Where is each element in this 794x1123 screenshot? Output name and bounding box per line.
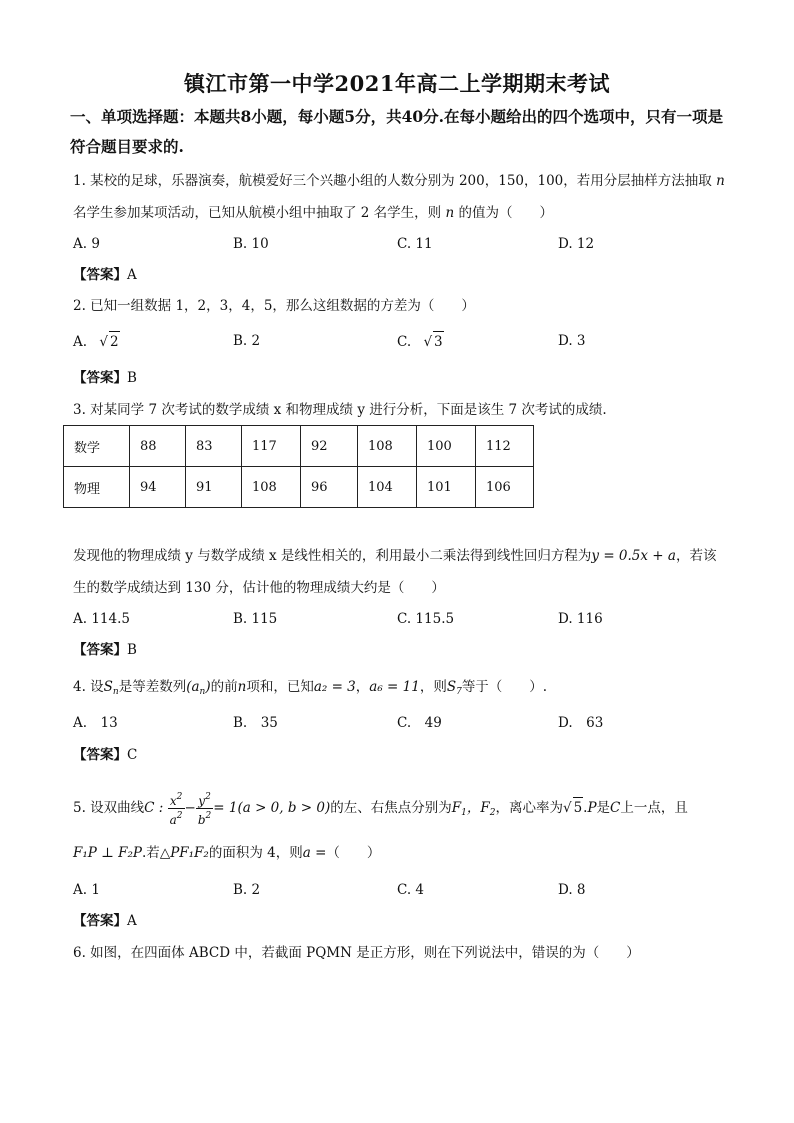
table-cell: 108	[242, 467, 301, 508]
page-title: 镇江市第一中学2021年高二上学期期末考试	[184, 71, 610, 96]
table-row	[64, 467, 534, 508]
q5-option-b: B. 2	[233, 882, 261, 898]
q5-option-a: A. 1	[73, 882, 100, 898]
q1-stem-line2: 名学生参加某项活动，已知从航模小组中抽取了 2 名学生，则 n 的值为（ ）	[73, 205, 553, 221]
q4-option-c: C. 49	[397, 715, 442, 731]
q5-option-c: C. 4	[397, 882, 425, 898]
q3-para-line1: 发现他的物理成绩 y 与数学成绩 x 是线性相关的，利用最小二乘法得到线性回归方程为y = 0.5x + a，若该	[73, 548, 717, 564]
q3-option-c: C. 115.5	[397, 611, 455, 627]
q5-option-d: D. 8	[558, 882, 586, 898]
table-cell: 96	[301, 467, 358, 508]
q5-answer: 【答案】A	[73, 913, 137, 929]
table-cell: 88	[130, 426, 186, 467]
table-cell: 83	[186, 426, 242, 467]
table-cell: 117	[242, 426, 301, 467]
q3-answer: 【答案】B	[73, 642, 137, 658]
table-cell: 104	[358, 467, 417, 508]
q1-option-d: D. 12	[558, 236, 595, 252]
q2-answer: 【答案】B	[73, 370, 137, 386]
q2-stem: 2. 已知一组数据 1，2，3，4，5，那么这组数据的方差为（ ）	[73, 298, 475, 314]
q3-option-a: A. 114.5	[73, 611, 130, 627]
q4-stem: 4. 设$S_n$是等差数列$(a_n)$的前n项和，已知a₂ = 3，a₆ = 11，则$S_7$等于（ ）.	[73, 679, 548, 697]
table-cell: 106	[476, 467, 534, 508]
q1-option-b: B. 10	[233, 236, 269, 252]
q1-stem-line1: 1. 某校的足球，乐器演奏，航模爱好三个兴趣小组的人数分别为 200，150，100，若用分层抽样方法抽取 n	[73, 173, 725, 189]
q3-option-b: B. 115	[233, 611, 278, 627]
table-cell: 物理	[64, 467, 130, 508]
q4-option-d: D. 63	[558, 715, 604, 731]
q4-answer: 【答案】C	[73, 747, 138, 763]
table-cell: 94	[130, 467, 186, 508]
q4-option-a: A. 13	[73, 715, 118, 731]
table-cell: 101	[417, 467, 476, 508]
q3-option-d: D. 116	[558, 611, 603, 627]
score-table	[63, 425, 534, 508]
table-cell: 91	[186, 467, 242, 508]
q2-option-a: A. √ 2	[73, 331, 120, 352]
table-cell: 92	[301, 426, 358, 467]
q2-option-b: B. 2	[233, 333, 261, 349]
q3-stem: 3. 对某同学 7 次考试的数学成绩 x 和物理成绩 y 进行分析，下面是该生 7 次考试的成绩.	[73, 402, 607, 418]
q5-stem-line1: 5. 设双曲线C : $\frac{x^2}{a^2}$ − $\frac{y^2}{b^2}$ = 1(a > 0, b > 0)的左、右焦点分别为$F_1$，$F_2$，离心率为√ 5.P是C上一点，且	[73, 792, 688, 827]
q2-option-c: C. √ 3	[397, 331, 444, 352]
table-cell: 112	[476, 426, 534, 467]
q6-stem: 6. 如图，在四面体 ABCD 中，若截面 PQMN 是正方形，则在下列说法中，错误的为（ ）	[73, 945, 640, 961]
q1-option-a: A. 9	[73, 236, 100, 252]
table-row	[64, 426, 534, 467]
table-cell: 数学	[64, 426, 130, 467]
q5-stem-line2: F₁P ⊥ F₂P.若△PF₁F₂的面积为 4，则a =（ ）	[73, 845, 381, 861]
answer-tag: 【答案】	[73, 267, 127, 283]
q3-para-line2: 生的数学成绩达到 130 分，估计他的物理成绩大约是（ ）	[73, 580, 445, 596]
q4-option-b: B. 35	[233, 715, 278, 731]
q1-option-c: C. 11	[397, 236, 433, 252]
q1-answer: 【答案】A	[73, 267, 137, 283]
table-cell: 108	[358, 426, 417, 467]
q2-option-d: D. 3	[558, 333, 586, 349]
table-cell: 100	[417, 426, 476, 467]
section-heading: 一、单项选择题：本题共8小题，每小题5分，共40分.在每小题给出的四个选项中，只有一项是符合题目要求的.	[70, 107, 724, 156]
